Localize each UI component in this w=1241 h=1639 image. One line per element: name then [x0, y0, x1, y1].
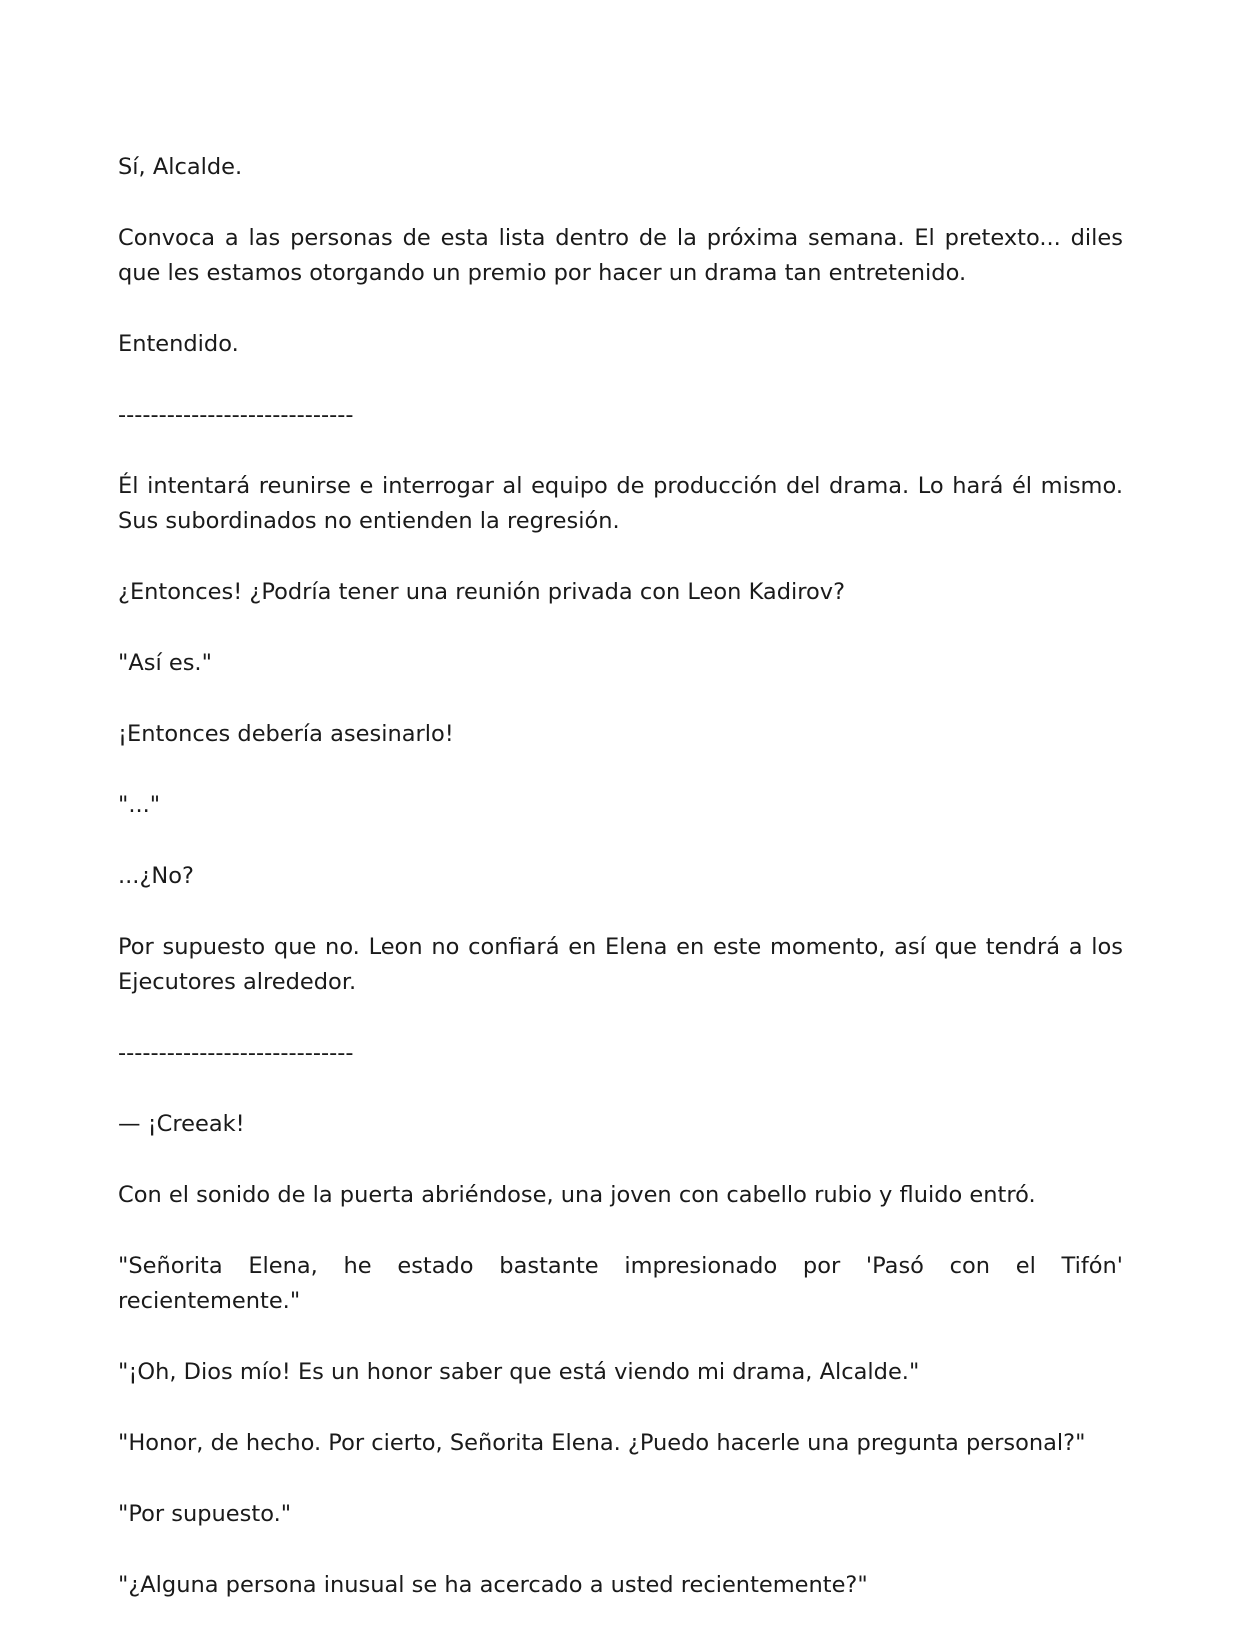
paragraph: "Señorita Elena, he estado bastante impresionado por 'Pasó con el Tifón' recientemente."	[118, 1253, 1123, 1314]
paragraph: ...¿No?	[118, 863, 194, 889]
paragraph: "Por supuesto."	[118, 1501, 292, 1527]
paragraph: Entendido.	[118, 331, 239, 357]
paragraph: ¡Entonces debería asesinarlo!	[118, 721, 454, 747]
paragraph: Por supuesto que no. Leon no confiará en Elena en este momento, así que tendrá a los Ejecutores alrededor.	[118, 934, 1123, 995]
document-body	[118, 150, 1123, 1639]
paragraph: Él intentará reunirse e interrogar al equipo de producción del drama. Lo hará él mismo. Sus subordinados no entienden la regresión.	[118, 473, 1123, 534]
paragraph: "¡Oh, Dios mío! Es un honor saber que está viendo mi drama, Alcalde."	[118, 1359, 920, 1385]
paragraph: "..."	[118, 792, 161, 818]
paragraph: Convoca a las personas de esta lista dentro de la próxima semana. El pretexto... diles que les estamos otorgando un premio por hacer un drama tan entretenido.	[118, 225, 1123, 286]
paragraph: Sí, Alcalde.	[118, 154, 243, 180]
paragraph: "Honor, de hecho. Por cierto, Señorita Elena. ¿Puedo hacerle una pregunta personal?"	[118, 1430, 1086, 1456]
paragraph: Con el sonido de la puerta abriéndose, una joven con cabello rubio y fluido entró.	[118, 1182, 1036, 1208]
section-separator: -----------------------------	[118, 1040, 354, 1066]
section-separator: -----------------------------	[118, 402, 354, 428]
paragraph: ¿Entonces! ¿Podría tener una reunión privada con Leon Kadirov?	[118, 579, 846, 605]
paragraph: "¿Alguna persona inusual se ha acercado a usted recientemente?"	[118, 1572, 868, 1598]
paragraph: — ¡Creeak!	[118, 1111, 245, 1137]
paragraph: "Así es."	[118, 650, 212, 676]
